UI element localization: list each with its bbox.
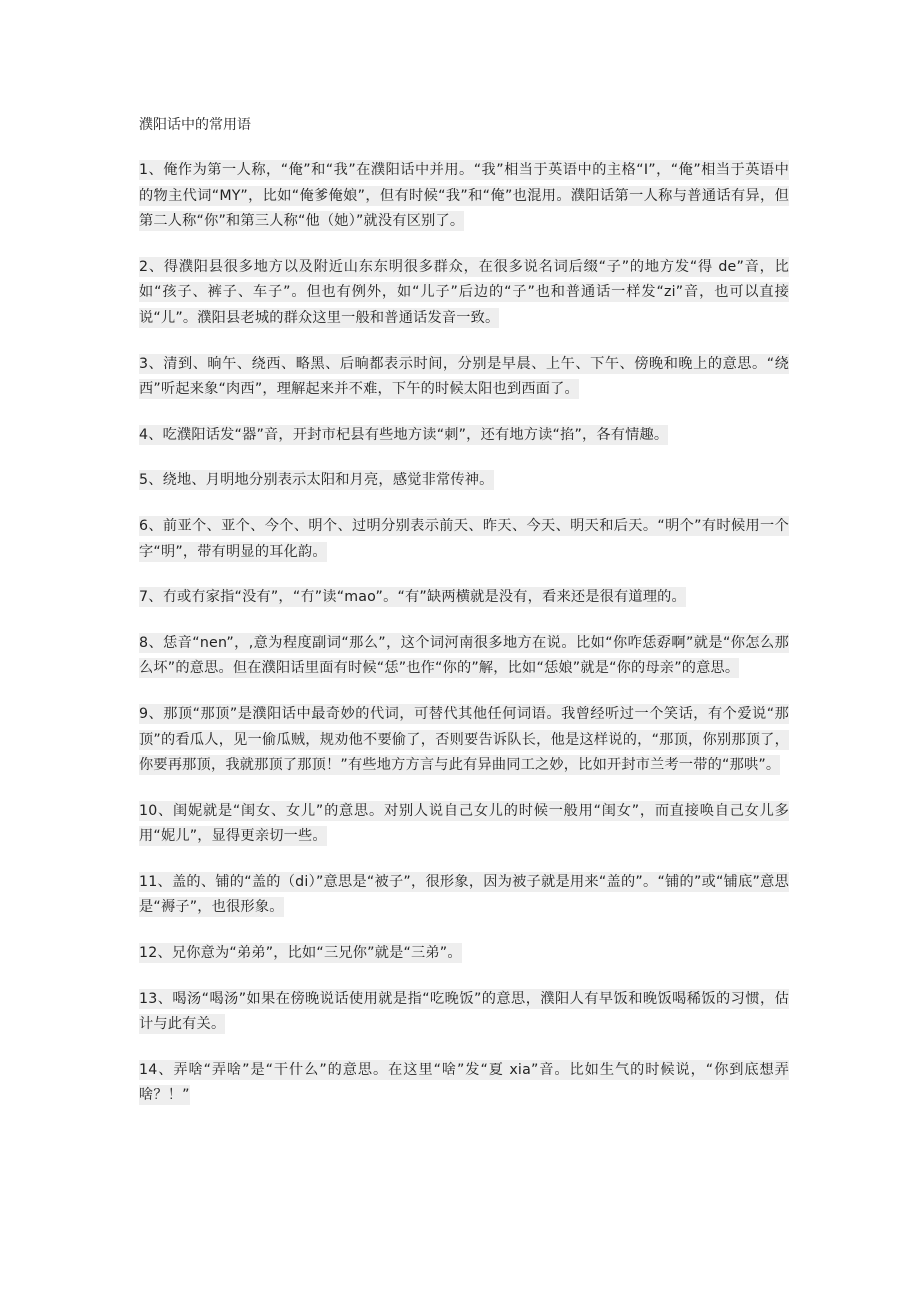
paragraph-text: 4、吃濮阳话发“器”音，开封市杞县有些地方读“刺”，还有地方读“掐”，各有情趣。	[139, 426, 669, 443]
paragraph-text: 9、那顶“那顶”是濮阳话中最奇妙的代词，可替代其他任何词语。我曾经听过一个笑话，有个爱说“那顶”的看瓜人，见一偷瓜贼，规劝他不要偷了，否则要告诉队长，他是这样说的，“那顶，你别那顶了，你要再那顶，我就那顶了那顶！”有些地方方言与此有异曲同工之妙，比如开封市兰考一带的“那哄”。	[139, 705, 789, 774]
paragraph-text: 12、兄你意为“弟弟”，比如“三兄你”就是“三弟”。	[139, 945, 462, 962]
paragraph-text: 11、盖的、铺的“盖的（di）”意思是“被子”，很形象，因为被子就是用来“盖的”。“铺的”或“铺底”意思是“褥子”，也很形象。	[139, 873, 789, 916]
document-page	[139, 113, 789, 1109]
paragraph-text: 1、俺作为第一人称，“俺”和“我”在濮阳话中并用。“我”相当于英语中的主格“I”，“俺”相当于英语中的物主代词“MY”，比如“俺爹俺娘”，但有时候“我”和“俺”也混用。濮阳话第一人称与普通话有异，但第二人称“你”和第三人称“他（她）”就没有区别了。	[139, 162, 789, 230]
paragraph-text: 3、清到、晌午、绕西、略黑、后晌都表示时间，分别是早晨、上午、下午、傍晚和晚上的意思。“绕西”听起来象“肉西”，理解起来并不难，下午的时候太阳也到西面了。	[139, 355, 789, 398]
paragraph-text: 2、得濮阳县很多地方以及附近山东东明很多群众，在很多说名词后缀“子”的地方发“得 de”音，比如“孩子、裤子、车子”。但也有例外，如“儿子”后边的“子”也和普通话一样发“zi”音，也可以直接说“儿”。濮阳县老城的群众这里一般和普通话发音一致。	[139, 258, 789, 326]
paragraph-7	[139, 585, 789, 611]
paragraph-10	[139, 799, 789, 850]
paragraph-text: 8、恁音“nen”，,意为程度副词“那么”，这个词河南很多地方在说。比如“你咋恁孬啊”就是“你怎么那么坏”的意思。但在濮阳话里面有时候“恁”也作“你的”解，比如“恁娘”就是“你的母亲”的意思。	[139, 634, 789, 677]
paragraph-4	[139, 423, 789, 449]
paragraph-text: 10、闺妮就是“闺女、女儿”的意思。对别人说自己女儿的时候一般用“闺女”，而直接唤自己女儿多用“妮儿”，显得更亲切一些。	[139, 802, 789, 845]
paragraph-14	[139, 1058, 789, 1109]
paragraph-1	[139, 158, 789, 235]
document-title: 濮阳话中的常用语	[139, 117, 251, 133]
paragraph-12	[139, 941, 789, 967]
paragraph-2	[139, 255, 789, 332]
paragraph-text: 5、绕地、月明地分别表示太阳和月亮，感觉非常传神。	[139, 472, 494, 489]
paragraph-6	[139, 514, 789, 565]
paragraph-text: 14、弄啥“弄啥”是“干什么”的意思。在这里“啥”发“夏 xia”音。比如生气的时候说，“你到底想弄啥？！”	[139, 1061, 789, 1104]
paragraph-8	[139, 631, 789, 682]
paragraph-9	[139, 702, 789, 779]
paragraph-text: 6、前亚个、亚个、今个、明个、过明分别表示前天、昨天、今天、明天和后天。“明个”有时候用一个字“明”，带有明显的耳化韵。	[139, 517, 789, 560]
paragraph-3	[139, 352, 789, 403]
paragraph-11	[139, 870, 789, 921]
paragraph-text: 13、喝汤“喝汤”如果在傍晚说话使用就是指“吃晚饭”的意思，濮阳人有早饭和晚饭喝稀饭的习惯，估计与此有关。	[139, 990, 789, 1033]
paragraph-13	[139, 987, 789, 1038]
paragraph-text: 7、冇或冇家指“没有”，“冇”读“mao”。“有”缺两横就是没有，看来还是很有道理的。	[139, 589, 686, 606]
paragraph-5	[139, 468, 789, 494]
